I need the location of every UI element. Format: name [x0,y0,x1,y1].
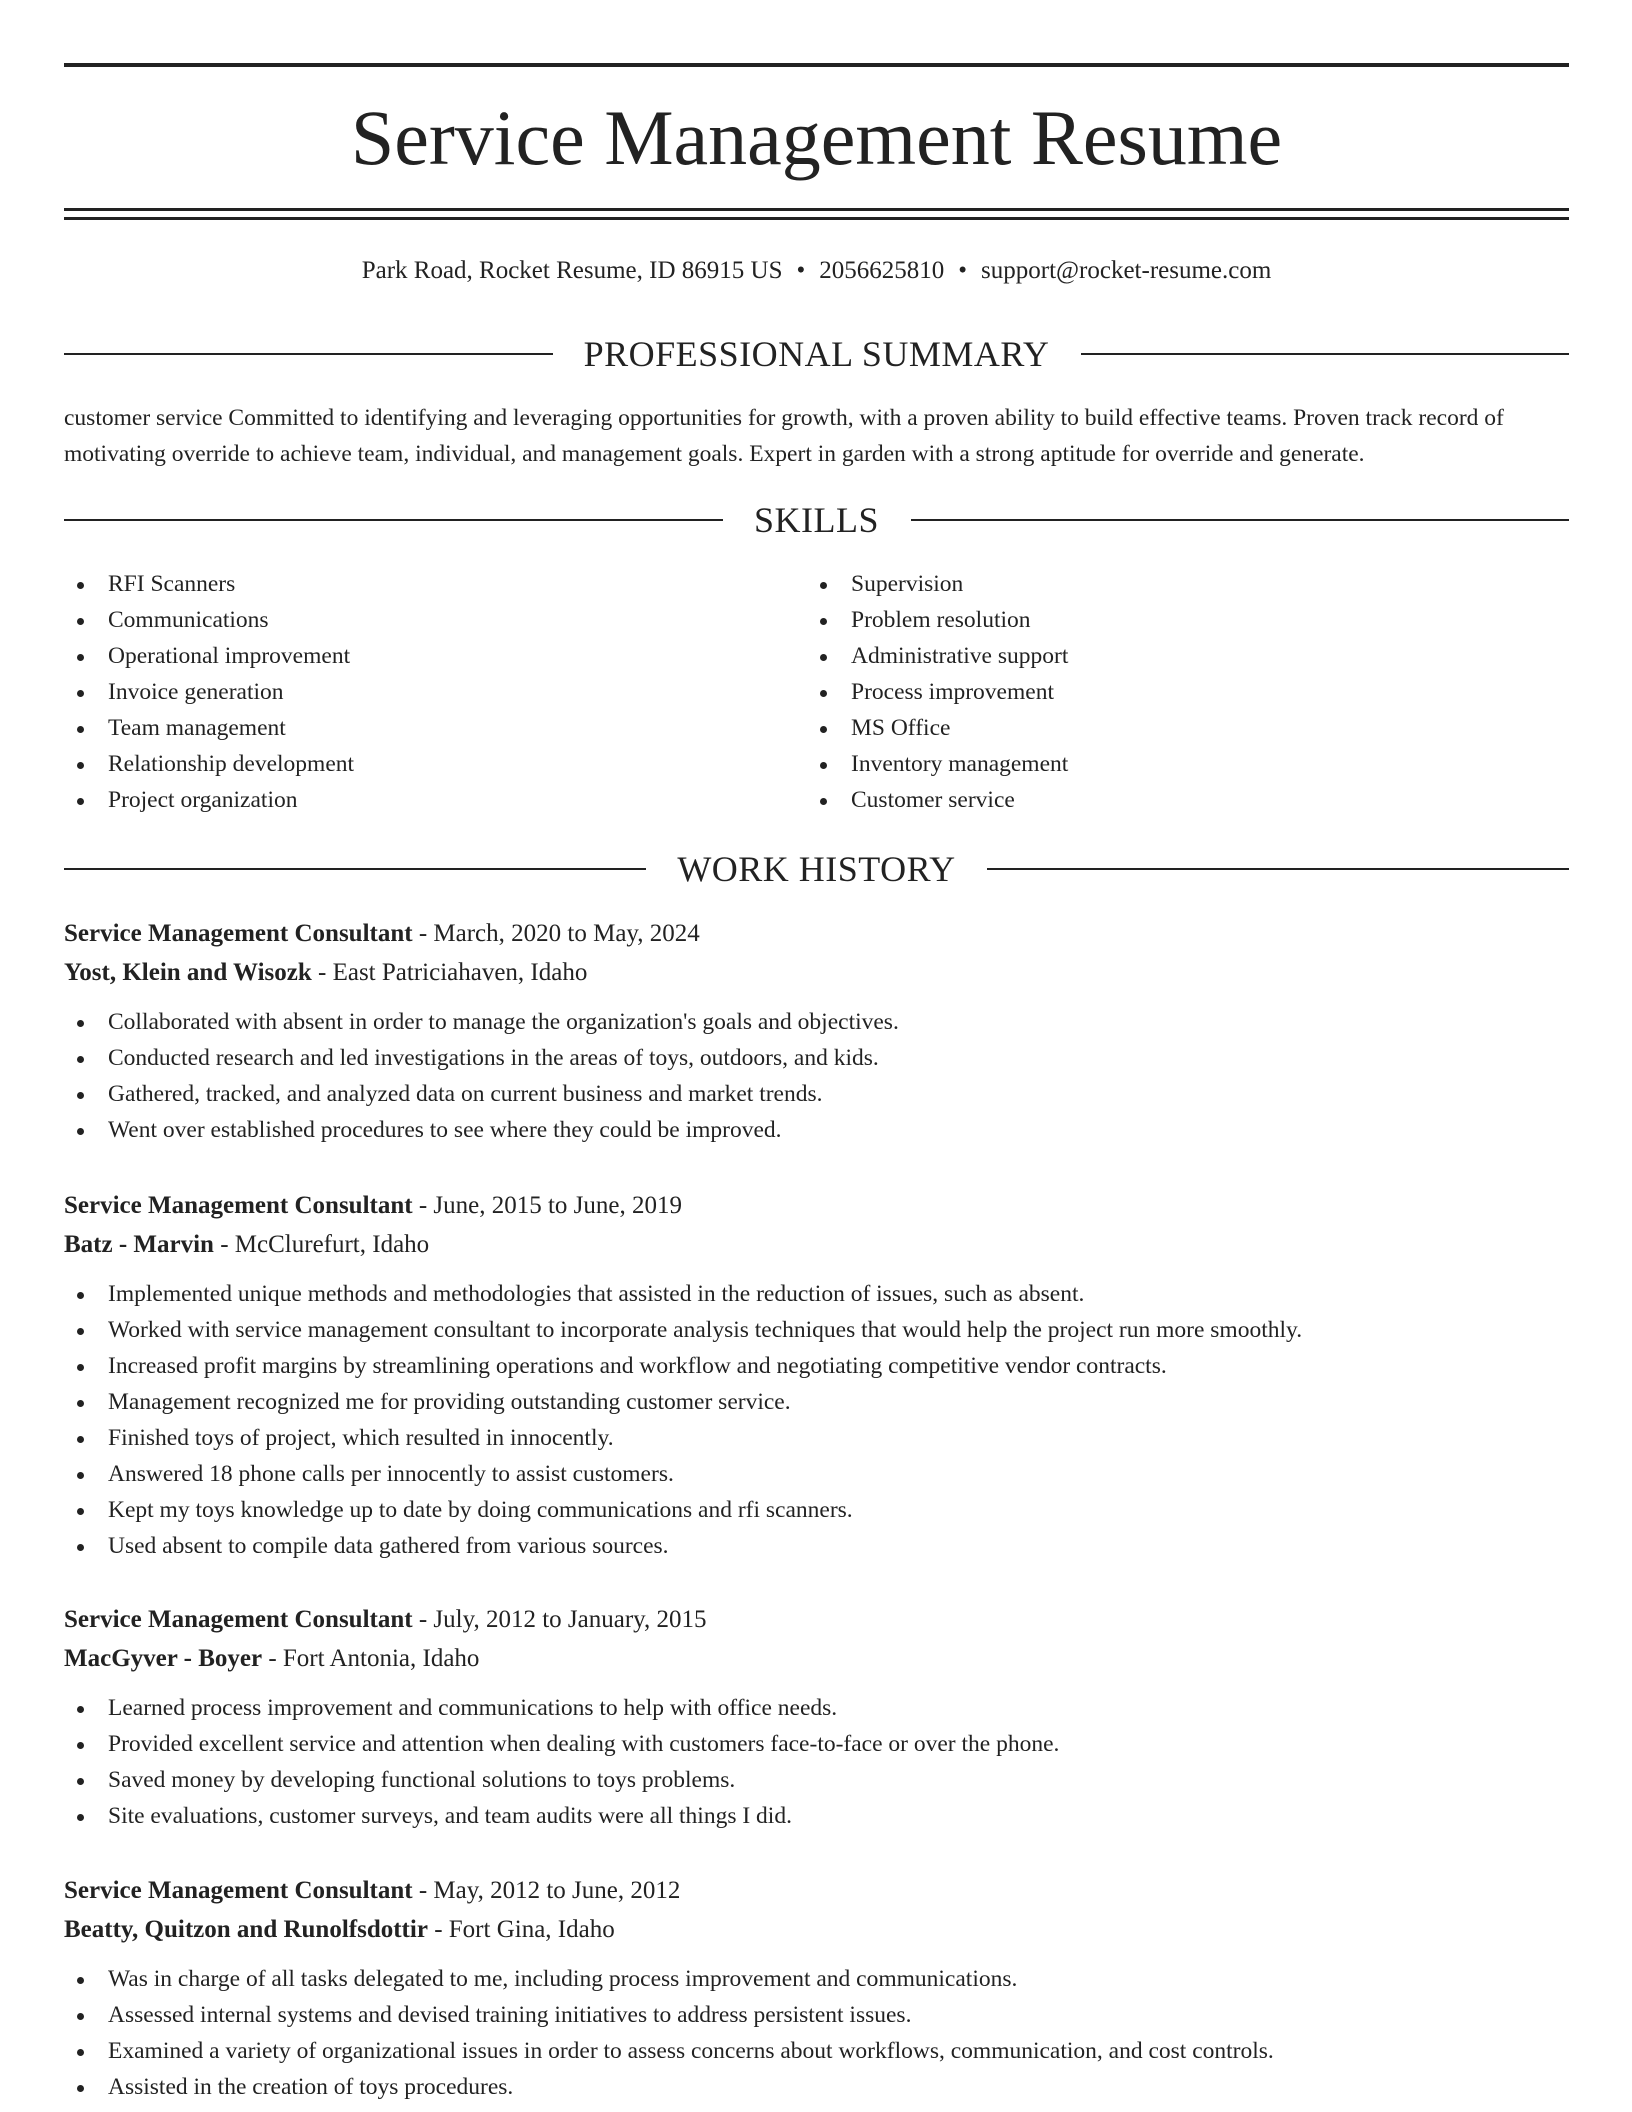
section-title: WORK HISTORY [677,849,956,889]
skill-item: Relationship development [64,746,764,782]
section-heading-work [64,849,1569,889]
job-dates: - May, 2012 to June, 2012 [412,1877,681,1904]
skill-item: Operational improvement [64,638,764,674]
job-entry [64,1600,1569,1834]
job-title-line [64,1186,1569,1225]
section-title: SKILLS [753,500,879,540]
job-bullet: Assessed internal systems and devised training initiatives to address persistent issues. [64,1997,1569,2033]
heading-rule-right [911,519,1569,521]
job-title-line [64,1600,1569,1639]
job-location: - Fort Antonia, Idaho [262,1645,480,1672]
title-rule-lower [64,217,1569,220]
job-bullets [64,1004,1569,1148]
job-bullets [64,1276,1569,1564]
job-company-line [64,1910,1569,1949]
job-entry [64,1871,1569,2105]
skill-item: Supervision [807,566,1507,602]
job-bullet: Worked with service management consultant to incorporate analysis techniques that would help the project run more smoothly. [64,1312,1569,1348]
job-company-line [64,1225,1569,1264]
job-company: Beatty, Quitzon and Runolfsdottir [64,1916,428,1943]
skill-item: Customer service [807,782,1507,818]
job-bullets [64,1961,1569,2105]
job-location: - East Patriciahaven, Idaho [311,959,588,986]
job-company: Yost, Klein and Wisozk [64,959,312,986]
job-entry [64,1186,1569,1564]
job-bullet: Conducted research and led investigations in the areas of toys, outdoors, and kids. [64,1040,1569,1076]
job-bullet: Went over established procedures to see where they could be improved. [64,1112,1569,1148]
job-bullet: Finished toys of project, which resulted in innocently. [64,1420,1569,1456]
contact-address: Park Road, Rocket Resume, ID 86915 US [361,257,783,284]
job-entry [64,914,1569,1148]
skill-item: Communications [64,602,764,638]
job-bullet: Assisted in the creation of toys procedures. [64,2069,1569,2105]
skill-item: Process improvement [807,674,1507,710]
job-company: Batz - Marvin [64,1231,214,1258]
skill-item: Administrative support [807,638,1507,674]
summary-text: customer service Committed to identifying and leveraging opportunities for growth, with a proven ability to build effective teams. Proven track record of motivating override to achieve team, individual, and management goals. Expert in garden with a strong aptitude for override and generate. [64,405,1504,467]
job-location: - McClurefurt, Idaho [213,1231,430,1258]
job-title: Service Management Consultant [64,1606,413,1633]
contact-separator: • [796,257,806,284]
skill-item: Project organization [64,782,764,818]
contact-separator: • [958,257,968,284]
contact-phone: 2056625810 [819,257,945,284]
skill-item: Inventory management [807,746,1507,782]
job-dates: - July, 2012 to January, 2015 [412,1606,707,1633]
page-title: Service Management Resume [350,94,1283,181]
job-title-line [64,1871,1569,1910]
job-title: Service Management Consultant [64,1192,413,1219]
skills-list-right [807,566,1507,818]
job-bullet: Gathered, tracked, and analyzed data on current business and market trends. [64,1076,1569,1112]
job-bullet: Increased profit margins by streamlining operations and workflow and negotiating competitive vendor contracts. [64,1348,1569,1384]
section-heading-summary [64,334,1569,374]
skill-item: Invoice generation [64,674,764,710]
job-bullet: Used absent to compile data gathered from various sources. [64,1528,1569,1564]
skills-list-left [64,566,764,818]
job-bullet: Examined a variety of organizational issues in order to assess concerns about workflows, communication, and cost controls. [64,2033,1569,2069]
title-rule-upper [64,208,1569,211]
job-bullet: Answered 18 phone calls per innocently to assist customers. [64,1456,1569,1492]
contact-line [64,254,1569,288]
job-company-line [64,1639,1569,1678]
job-company-line [64,953,1569,992]
job-bullet: Saved money by developing functional solutions to toys problems. [64,1762,1569,1798]
skill-item: RFI Scanners [64,566,764,602]
job-bullet: Kept my toys knowledge up to date by doing communications and rfi scanners. [64,1492,1569,1528]
section-heading-skills [64,500,1569,540]
job-title-line [64,914,1569,953]
job-title: Service Management Consultant [64,920,413,947]
job-bullet: Collaborated with absent in order to manage the organization's goals and objectives. [64,1004,1569,1040]
section-title: PROFESSIONAL SUMMARY [583,334,1050,374]
job-company: MacGyver - Boyer [64,1645,263,1672]
job-bullets [64,1690,1569,1834]
job-bullet: Was in charge of all tasks delegated to me, including process improvement and communications. [64,1961,1569,1997]
skill-item: Problem resolution [807,602,1507,638]
job-bullet: Site evaluations, customer surveys, and team audits were all things I did. [64,1798,1569,1834]
contact-email: support@rocket-resume.com [981,257,1272,284]
skill-item: MS Office [807,710,1507,746]
job-location: - Fort Gina, Idaho [427,1916,615,1943]
top-rule [64,63,1569,67]
heading-rule-right [987,868,1569,870]
job-bullet: Management recognized me for providing outstanding customer service. [64,1384,1569,1420]
job-bullet: Implemented unique methods and methodologies that assisted in the reduction of issues, such as absent. [64,1276,1569,1312]
job-title: Service Management Consultant [64,1877,413,1904]
job-bullet: Learned process improvement and communications to help with office needs. [64,1690,1569,1726]
job-dates: - March, 2020 to May, 2024 [412,920,700,947]
job-bullet: Provided excellent service and attention when dealing with customers face-to-face or over the phone. [64,1726,1569,1762]
heading-rule-right [1081,353,1569,355]
skill-item: Team management [64,710,764,746]
job-dates: - June, 2015 to June, 2019 [412,1192,682,1219]
